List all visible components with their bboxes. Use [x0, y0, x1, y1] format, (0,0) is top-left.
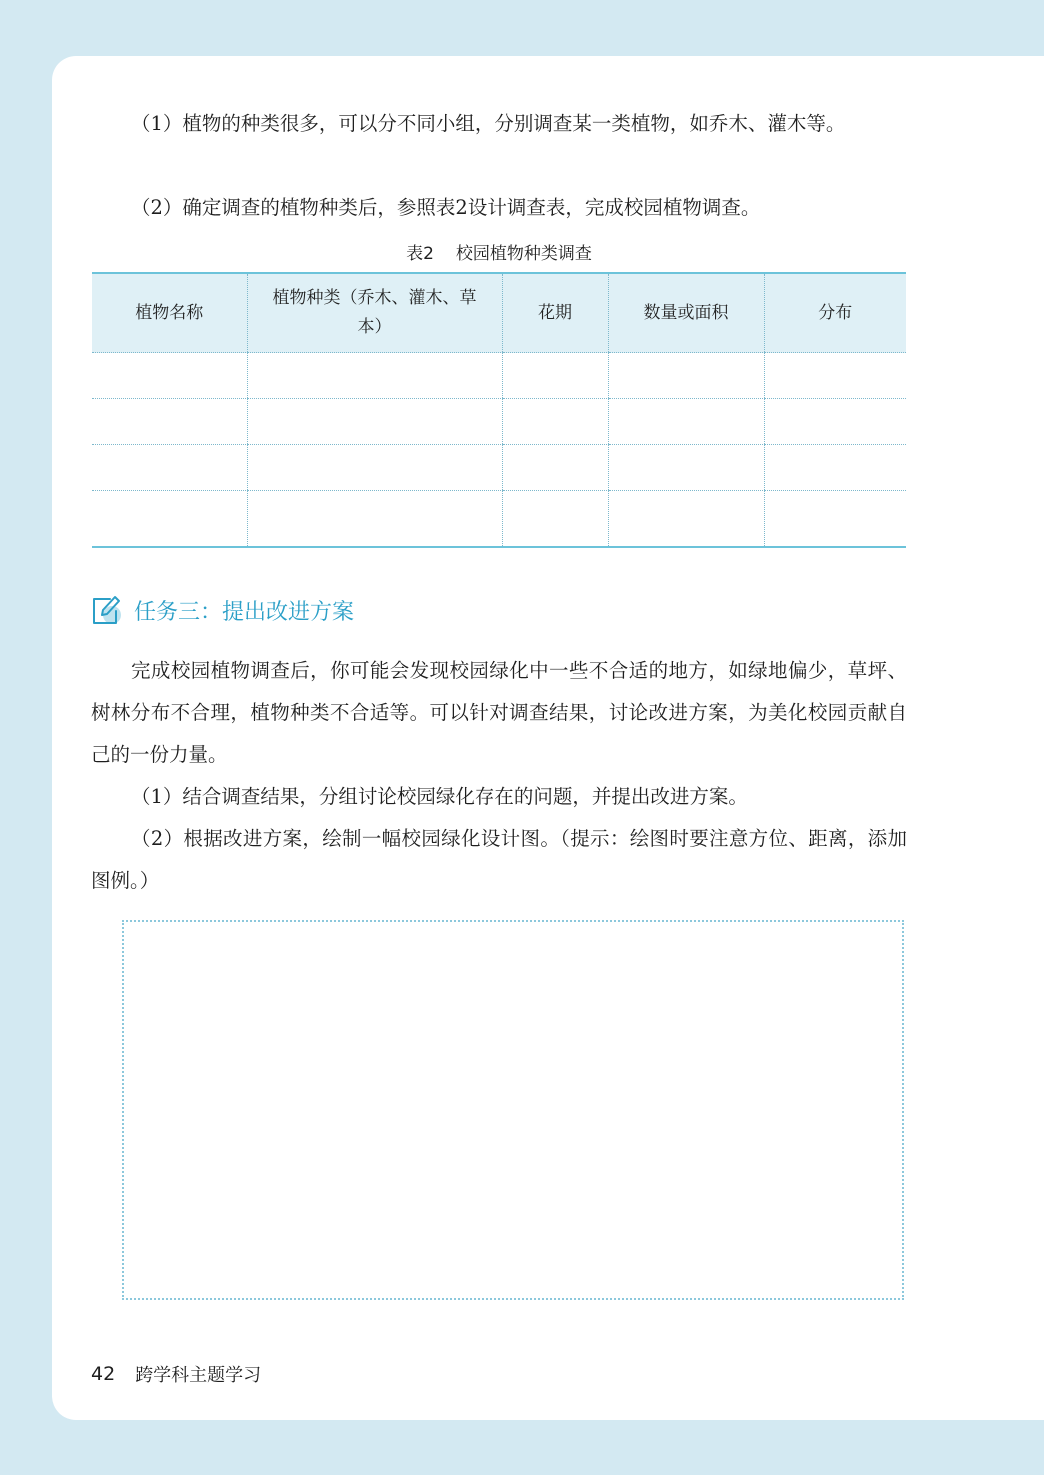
- task-step-2-paragraph: （2）根据改进方案，绘制一幅校园绿化设计图。（提示：绘图时要注意方位、距离，添加图例。）: [91, 827, 907, 892]
- table-header-row: [92, 273, 906, 353]
- plant-survey-table: [92, 272, 906, 548]
- step-2-paragraph: （2）确定调查的植物种类后，参照表2设计调查表，完成校园植物调查。: [131, 196, 761, 219]
- table-cell[interactable]: [764, 353, 906, 399]
- intro-paragraph: 完成校园植物调查后，你可能会发现校园绿化中一些不合适的地方，如绿地偏少，草坪、树林分布不合理，植物种类不合适等。可以针对调查结果，讨论改进方案，为美化校园贡献自己的一份力量。: [91, 659, 907, 766]
- header-flowering-period: 花期: [502, 273, 608, 353]
- table-row: [92, 491, 906, 548]
- table-row: [92, 353, 906, 399]
- table-cell[interactable]: [502, 353, 608, 399]
- table-cell[interactable]: [92, 353, 247, 399]
- table-number: 表2: [406, 244, 434, 264]
- table-cell[interactable]: [502, 445, 608, 491]
- task-heading-text: 任务三：提出改进方案: [134, 599, 355, 625]
- table-cell[interactable]: [502, 399, 608, 445]
- step-1-paragraph: （1）植物的种类很多，可以分不同小组，分别调查某一类植物，如乔木、灌木等。: [131, 112, 846, 135]
- table-cell[interactable]: [92, 399, 247, 445]
- pencil-note-icon: [90, 593, 124, 627]
- task-heading: [90, 592, 354, 628]
- table-cell[interactable]: [247, 445, 502, 491]
- table-cell[interactable]: [764, 399, 906, 445]
- table-cell[interactable]: [247, 353, 502, 399]
- table-title: 校园植物种类调查: [455, 244, 592, 264]
- header-plant-name: 植物名称: [92, 273, 247, 353]
- page-footer: [91, 1361, 261, 1387]
- table-cell[interactable]: [764, 491, 906, 548]
- header-quantity-area: 数量或面积: [608, 273, 764, 353]
- book-title: 跨学科主题学习: [135, 1365, 262, 1386]
- table-row: [92, 445, 906, 491]
- header-plant-type: 植物种类（乔木、灌木、草本）: [247, 273, 502, 353]
- table-cell[interactable]: [608, 353, 764, 399]
- table-cell[interactable]: [608, 491, 764, 548]
- table-cell[interactable]: [608, 445, 764, 491]
- table-cell[interactable]: [92, 491, 247, 548]
- table-cell[interactable]: [502, 491, 608, 548]
- table-cell[interactable]: [247, 399, 502, 445]
- page-number: 42: [91, 1363, 116, 1385]
- task-step-1-paragraph: （1）结合调查结果，分组讨论校园绿化存在的问题，并提出改进方案。: [131, 785, 748, 808]
- table-row: [92, 399, 906, 445]
- table-cell[interactable]: [764, 445, 906, 491]
- drawing-area[interactable]: [122, 920, 904, 1300]
- table-cell[interactable]: [608, 399, 764, 445]
- header-distribution: 分布: [764, 273, 906, 353]
- table-cell[interactable]: [247, 491, 502, 548]
- table-caption: [92, 240, 906, 268]
- table-cell[interactable]: [92, 445, 247, 491]
